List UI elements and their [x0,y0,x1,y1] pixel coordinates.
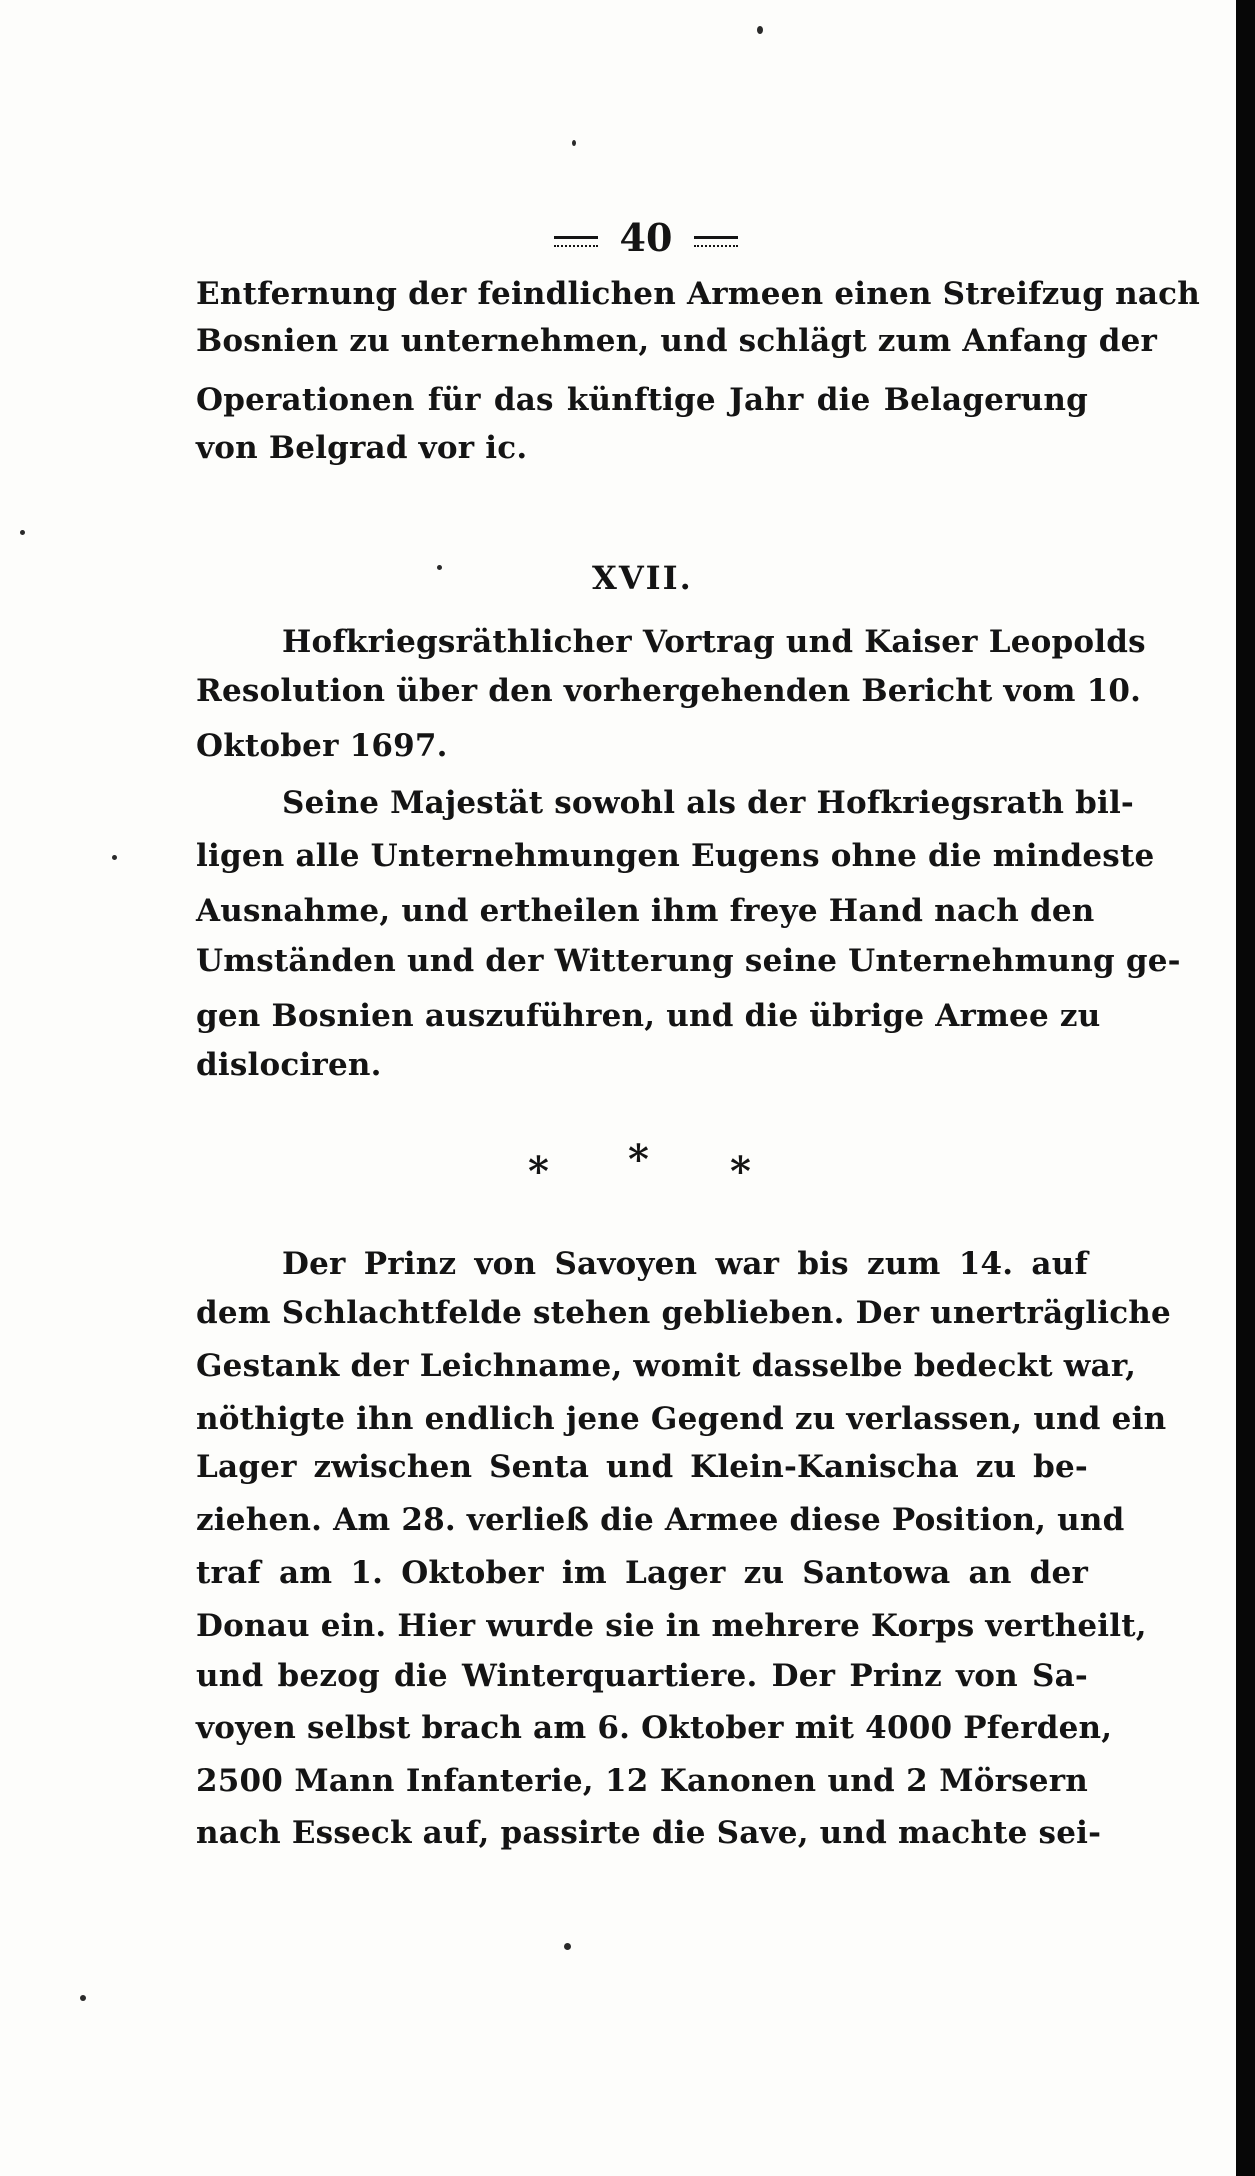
scan-speck [757,26,763,34]
text-line: Operationen für das künftige Jahr die Belagerung [196,382,1088,418]
paragraph-line: Ausnahme, und ertheilen ihm freye Hand nach den [196,893,1095,929]
paragraph-line: gen Bosnien auszuführen, und die übrige Armee zu [196,998,1101,1034]
text-line: von Belgrad vor ic. [196,430,528,466]
paragraph-line: ligen alle Unternehmungen Eugens ohne die mindeste [196,838,1155,874]
header-ornament-right [694,236,738,247]
page-header [496,214,796,262]
paragraph-line: Seine Majestät sowohl als der Hofkriegsrath bil- [282,785,1134,821]
page-number: 40 [619,215,673,260]
paragraph-line: dislociren. [196,1047,382,1083]
paragraph-line: dem Schlachtfelde stehen geblieben. Der unerträgliche [196,1295,1171,1331]
separator-asterisk: * [730,1148,751,1195]
scan-speck [20,530,25,535]
scan-speck [80,1995,86,2001]
scan-speck [564,1943,571,1950]
separator-asterisk: * [528,1148,549,1195]
paragraph-line: und bezog die Winterquartiere. Der Prinz von Sa- [196,1658,1088,1694]
paragraph-line: Der Prinz von Savoyen war bis zum 14. auf [282,1246,1088,1282]
paragraph-line: Umständen und der Witterung seine Unternehmung ge- [196,943,1181,979]
scan-speck [112,855,117,860]
section-number: XVII. [592,559,693,597]
paragraph-line: voyen selbst brach am 6. Oktober mit 4000 Pferden, [196,1710,1113,1746]
separator-asterisk: * [628,1136,649,1183]
paragraph-line: Lager zwischen Senta und Klein-Kanischa zu be- [196,1449,1088,1485]
text-line: Entfernung der feindlichen Armeen einen Streifzug nach [196,276,1200,312]
scan-speck [572,140,576,146]
paragraph-line: 2500 Mann Infanterie, 12 Kanonen und 2 Mörsern [196,1763,1088,1799]
section-title-line: Hofkriegsräthlicher Vortrag und Kaiser Leopolds [282,624,1146,660]
paragraph-line: ziehen. Am 28. verließ die Armee diese Position, und [196,1502,1125,1538]
paragraph-line: nöthigte ihn endlich jene Gegend zu verlassen, und ein [196,1401,1167,1437]
paragraph-line: traf am 1. Oktober im Lager zu Santowa an der [196,1555,1088,1591]
scan-speck [437,565,442,570]
section-separator [196,1136,1088,1197]
section-title-line: Oktober 1697. [196,728,448,764]
paragraph-line: Gestank der Leichname, womit dasselbe bedeckt war, [196,1348,1137,1384]
section-title-line: Resolution über den vorhergehenden Bericht vom 10. [196,673,1142,709]
text-line: Bosnien zu unternehmen, und schlägt zum Anfang der [196,323,1158,359]
header-ornament-left [554,236,598,247]
paragraph-line: Donau ein. Hier wurde sie in mehrere Korps vertheilt, [196,1608,1147,1644]
paragraph-line: nach Esseck auf, passirte die Save, und machte sei- [196,1815,1102,1851]
scan-edge [1236,0,1255,2176]
